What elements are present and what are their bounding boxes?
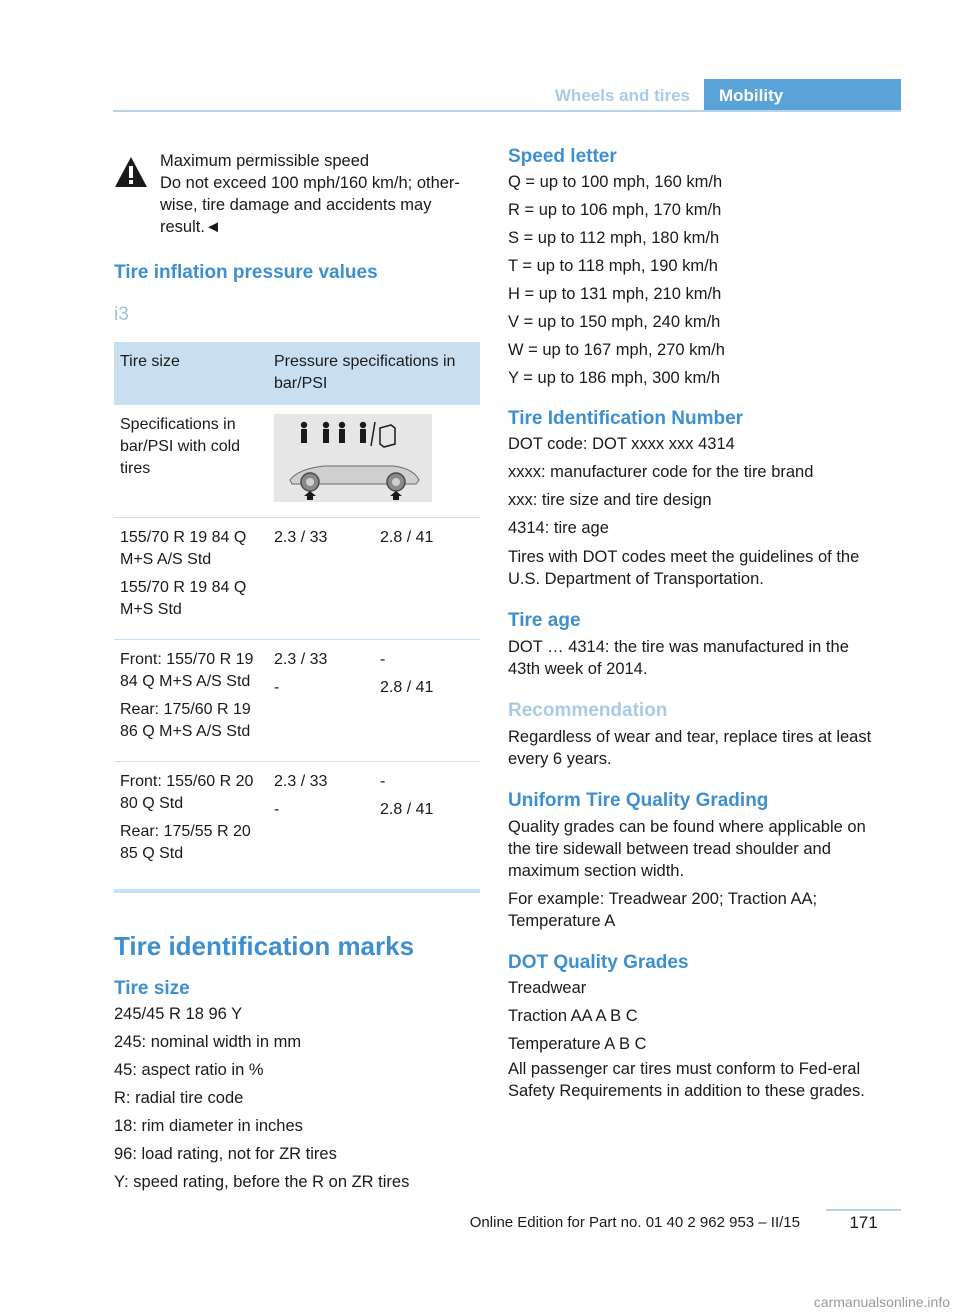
pressure-value: - xyxy=(274,801,280,818)
table-intro-text: Specifications in bar/PSI with cold tires xyxy=(114,405,268,518)
warning-text: Do not exceed 100 mph/160 km/h; other-wise, tire damage and accidents may result.◄ xyxy=(160,174,460,236)
pressure-value: 2.8 / 41 xyxy=(380,801,434,818)
load-condition-icon xyxy=(274,414,432,502)
table-row xyxy=(114,518,480,640)
pressure-value: 2.3 / 33 xyxy=(274,529,328,546)
list-item: R: radial tire code xyxy=(114,1089,244,1107)
header-rule xyxy=(113,110,901,112)
model-heading: i3 xyxy=(114,304,129,325)
list-item: 45: aspect ratio in % xyxy=(114,1061,264,1079)
pressure-table xyxy=(114,342,480,893)
list-item: xxxx: manufacturer code for the tire brand xyxy=(508,463,814,481)
list-item: Temperature A B C xyxy=(508,1035,647,1053)
list-item: Q = up to 100 mph, 160 km/h xyxy=(508,173,723,191)
tire-size-list xyxy=(114,1000,482,1196)
list-item: 96: load rating, not for ZR tires xyxy=(114,1145,337,1163)
table-header-pressure: Pressure specifications in bar/PSI xyxy=(268,342,480,405)
tire-size-value: 155/70 R 19 84 Q M+S A/S Std xyxy=(120,529,247,568)
recommendation-heading: Recommendation xyxy=(508,700,668,721)
tire-age-heading: Tire age xyxy=(508,610,581,631)
pressure-value: 2.8 / 41 xyxy=(380,529,434,546)
list-item: S = up to 112 mph, 180 km/h xyxy=(508,229,720,247)
utqg-example: For example: Treadwear 200; Traction AA; Temperature A xyxy=(508,890,818,930)
dot-grades-text: All passenger car tires must conform to Fed-eral Safety Requirements in addition to these grades. xyxy=(508,1060,865,1100)
tin-list xyxy=(508,430,880,542)
speed-list xyxy=(508,168,880,392)
marks-heading: Tire identification marks xyxy=(114,931,415,961)
table-header-row xyxy=(114,342,480,405)
list-item: V = up to 150 mph, 240 km/h xyxy=(508,313,721,331)
pressure-value: 2.8 / 41 xyxy=(380,679,434,696)
list-item: Traction AA A B C xyxy=(508,1007,638,1025)
list-item: W = up to 167 mph, 270 km/h xyxy=(508,341,725,359)
dot-grades-heading: DOT Quality Grades xyxy=(508,952,689,973)
list-item: R = up to 106 mph, 170 km/h xyxy=(508,201,722,219)
table-header-tire-size: Tire size xyxy=(114,342,268,405)
page-number: 171 xyxy=(849,1213,878,1232)
speed-heading: Speed letter xyxy=(508,146,617,167)
list-item: 245/45 R 18 96 Y xyxy=(114,1005,243,1023)
utqg-heading: Uniform Tire Quality Grading xyxy=(508,790,769,811)
left-column xyxy=(114,146,482,1196)
dot-grades-list xyxy=(508,974,880,1058)
header-chapter: Mobility xyxy=(704,79,901,112)
tire-size-value: Rear: 175/55 R 20 85 Q Std xyxy=(120,823,251,862)
pressure-heading: Tire inflation pressure values xyxy=(114,262,378,283)
tire-size-heading: Tire size xyxy=(114,978,190,999)
warning-note xyxy=(114,150,482,238)
warning-icon xyxy=(114,156,148,188)
tin-heading: Tire Identification Number xyxy=(508,408,744,429)
watermark: carmanualsonline.info xyxy=(813,1294,950,1310)
pressure-value: 2.3 / 33 xyxy=(274,773,328,790)
list-item: T = up to 118 mph, 190 km/h xyxy=(508,257,718,275)
right-column xyxy=(508,146,880,1102)
tire-size-value: 155/70 R 19 84 Q M+S Std xyxy=(120,579,247,618)
list-item: Treadwear xyxy=(508,979,587,997)
header-section: Wheels and tires xyxy=(554,86,690,105)
list-item: xxx: tire size and tire design xyxy=(508,491,712,509)
list-item: H = up to 131 mph, 210 km/h xyxy=(508,285,722,303)
tire-size-value: Front: 155/60 R 20 80 Q Std xyxy=(120,773,254,812)
tire-age-text: DOT … 4314: the tire was manufactured in the 43th week of 2014. xyxy=(508,638,849,678)
list-item: DOT code: DOT xxxx xxx 4314 xyxy=(508,435,735,453)
footer-rule xyxy=(826,1209,901,1211)
pressure-value: 2.3 / 33 xyxy=(274,651,328,668)
table-row xyxy=(114,640,480,762)
tire-size-value: Rear: 175/60 R 19 86 Q M+S A/S Std xyxy=(120,701,251,740)
tin-note: Tires with DOT codes meet the guidelines of the U.S. Department of Transportation. xyxy=(508,548,860,588)
pressure-value: - xyxy=(380,651,386,668)
table-intro-row xyxy=(114,405,480,518)
pressure-value: - xyxy=(380,773,386,790)
tire-size-value: Front: 155/70 R 19 84 Q M+S A/S Std xyxy=(120,651,254,690)
list-item: Y = up to 186 mph, 300 km/h xyxy=(508,369,721,387)
warning-title: Maximum permissible speed xyxy=(160,152,370,170)
footer-edition: Online Edition for Part no. 01 40 2 962 953 – II/15 xyxy=(469,1214,800,1231)
list-item: 245: nominal width in mm xyxy=(114,1033,302,1051)
table-row xyxy=(114,762,480,892)
pressure-value: - xyxy=(274,679,280,696)
recommendation-text: Regardless of wear and tear, replace tires at least every 6 years. xyxy=(508,728,872,768)
list-item: 4314: tire age xyxy=(508,519,609,537)
list-item: Y: speed rating, before the R on ZR tires xyxy=(114,1173,410,1191)
utqg-text: Quality grades can be found where applicable on the tire sidewall between tread shoulder and maximum section width. xyxy=(508,818,866,880)
list-item: 18: rim diameter in inches xyxy=(114,1117,303,1135)
